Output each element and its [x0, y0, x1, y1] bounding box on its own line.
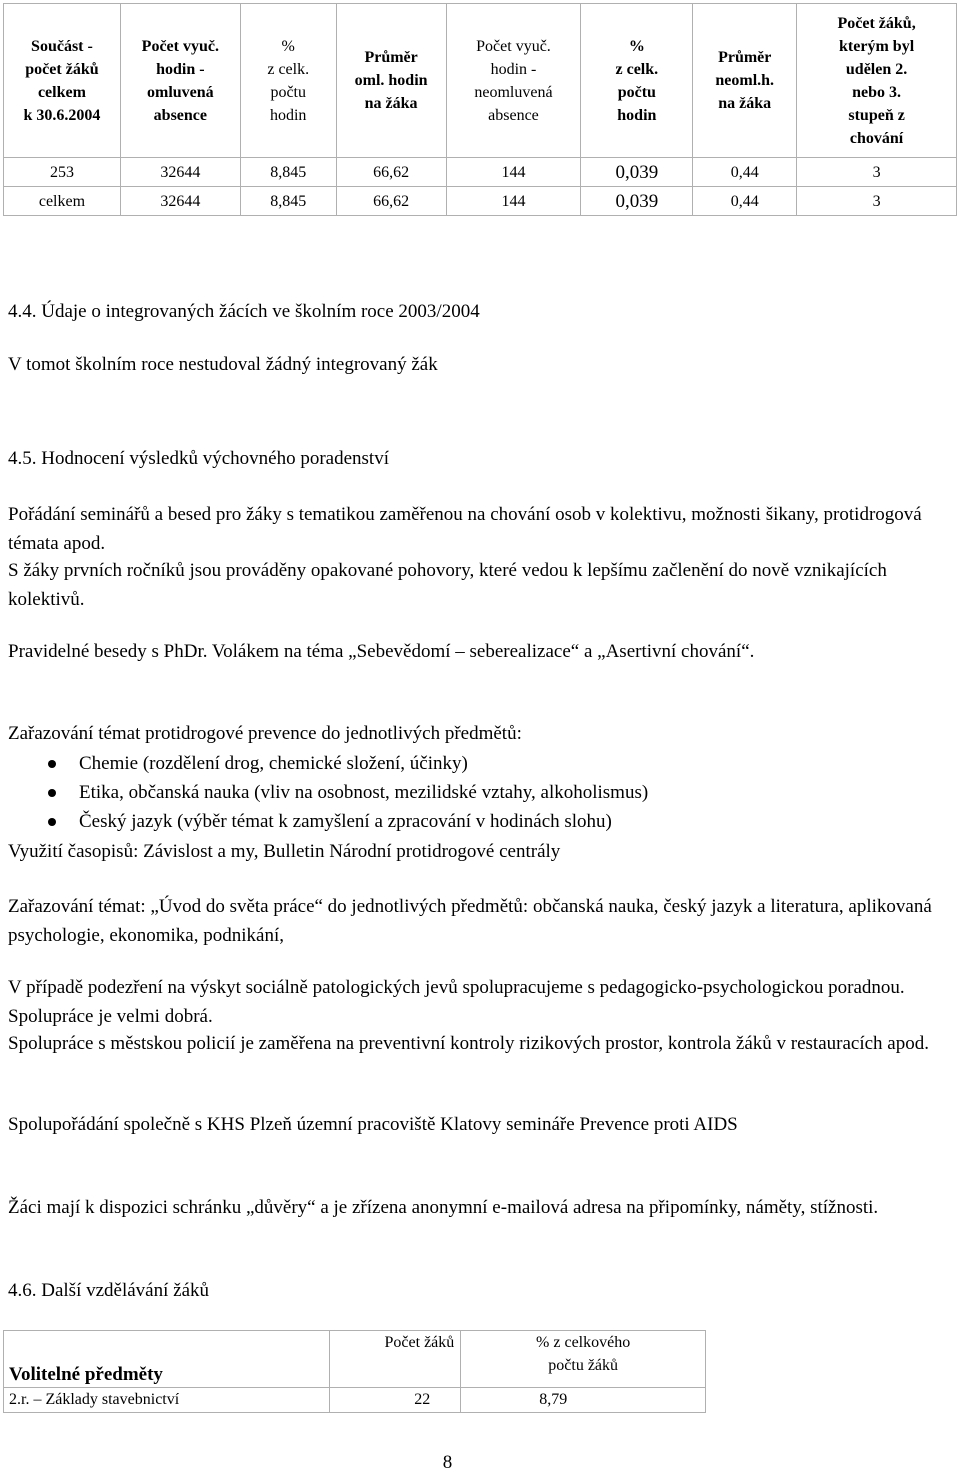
table-cell: 0,039: [581, 158, 693, 187]
header-cell-unexcused-percent: % z celk. počtu hodin: [581, 4, 693, 158]
table-cell: 144: [446, 158, 581, 187]
header-cell-excused-hours: Počet vyuč. hodin - omluvená absence: [120, 4, 240, 158]
table-cell: 3: [797, 187, 957, 216]
table-cell: 0,44: [693, 158, 797, 187]
section-4-6-heading: 4.6. Další vzdělávání žáků: [8, 1280, 210, 1301]
bullet-icon: [48, 760, 56, 768]
header-cell-behavior-grade-count: Počet žáků, kterým byl udělen 2. nebo 3. stupeň z chování: [797, 4, 957, 158]
table-row: [4, 158, 957, 187]
paragraph-aids-seminar: Spolupořádání společně s KHS Plzeň územní pracoviště Klatovy semináře Prevence proti AIDS: [8, 1114, 738, 1135]
table-row: [4, 1388, 706, 1413]
list-item: Chemie (rozdělení drog, chemické složení, účinky): [8, 749, 948, 778]
absence-table-header-row: [4, 4, 957, 158]
table-row: [4, 187, 957, 216]
list-item: Etika, občanská nauka (vliv na osobnost, mezilidské vztahy, alkoholismus): [8, 778, 948, 807]
header-cell-elective-subjects: Volitelné předměty: [4, 1331, 330, 1388]
header-cell-student-percent: % z celkového počtu žáků: [461, 1331, 706, 1388]
table-cell: 0,039: [581, 187, 693, 216]
table-cell: 0,44: [693, 187, 797, 216]
paragraph-police-cooperation: Spolupráce s městskou policií je zaměřena na preventivní kontroly rizikových prostor, kontrola žáků v restauracích apod.: [8, 1033, 929, 1054]
paragraph-regular-meetings: Pravidelné besedy s PhDr. Volákem na téma „Sebevědomí – seberealizace“ a „Asertivní chování“.: [8, 641, 755, 662]
page-number: 8: [442, 1452, 453, 1473]
table-cell: 144: [446, 187, 581, 216]
paragraph-first-year-talks: S žáky prvních ročníků jsou prováděny opakované pohovory, které vedou k lepšímu začlenění do nově vznikajících kolektivů.: [8, 560, 887, 610]
table-cell: 8,79: [461, 1388, 706, 1413]
elective-subjects-table: [3, 1330, 706, 1413]
paragraph-drug-prevention-intro: Zařazování témat protidrogové prevence do jednotlivých předmětů:: [8, 723, 522, 744]
section-4-5-heading: 4.5. Hodnocení výsledků výchovného poradenství: [8, 448, 389, 469]
table-cell: 253: [4, 158, 121, 187]
header-cell-excused-percent: % z celk. počtu hodin: [240, 4, 336, 158]
table-cell: 3: [797, 158, 957, 187]
table-cell: 66,62: [336, 187, 446, 216]
section-4-4-heading: 4.4. Údaje o integrovaných žácích ve školním roce 2003/2004: [8, 301, 480, 322]
table-cell: 66,62: [336, 158, 446, 187]
bullet-icon: [48, 789, 56, 797]
paragraph-seminars: Pořádání seminářů a besed pro žáky s tematikou zaměřenou na chování osob v kolektivu, možnosti šikany, protidrogová témata apod.: [8, 504, 922, 554]
subject-bullet-list: [8, 749, 948, 836]
paragraph-world-of-work: Zařazování témat: „Úvod do světa práce“ do jednotlivých předmětů: občanská nauka, český jazyk a literatura, aplikovaná psychologie, ekonomika, podnikání,: [8, 896, 932, 946]
header-cell-unexcused-average: Průměr neoml.h. na žáka: [693, 4, 797, 158]
header-cell-excused-average: Průměr oml. hodin na žáka: [336, 4, 446, 158]
table-cell: celkem: [4, 187, 121, 216]
header-cell-unexcused-hours: Počet vyuč. hodin - neomluvená absence: [446, 4, 581, 158]
list-item: Český jazyk (výběr témat k zamyšlení a zpracování v hodinách slohu): [8, 807, 948, 836]
bullet-icon: [48, 818, 56, 826]
table-cell: 32644: [120, 158, 240, 187]
table-cell: 8,845: [240, 158, 336, 187]
absence-table: [3, 3, 957, 216]
table-cell: 32644: [120, 187, 240, 216]
paragraph-trust-box: Žáci mají k dispozici schránku „důvěry“ a je zřízena anonymní e-mailová adresa na připomínky, náměty, stížnosti.: [8, 1197, 879, 1218]
table-cell: 2.r. – Základy stavebnictví: [4, 1388, 330, 1413]
table-cell: 8,845: [240, 187, 336, 216]
paragraph-magazines: Využití časopisů: Závislost a my, Bulletin Národní protidrogové centrály: [8, 841, 561, 862]
section-4-4-text: V tomot školním roce nestudoval žádný integrovaný žák: [8, 354, 438, 375]
header-cell-component: Součást - počet žáků celkem k 30.6.2004: [4, 4, 121, 158]
elective-table-header-row: [4, 1331, 706, 1388]
table-cell: 22: [330, 1388, 461, 1413]
header-cell-student-count: Počet žáků: [330, 1331, 461, 1388]
paragraph-counseling-cooperation: V případě podezření na výskyt sociálně patologických jevů spolupracujeme s pedagogicko-psychologickou poradnou. Spolupráce je velmi dobrá.: [8, 977, 905, 1027]
